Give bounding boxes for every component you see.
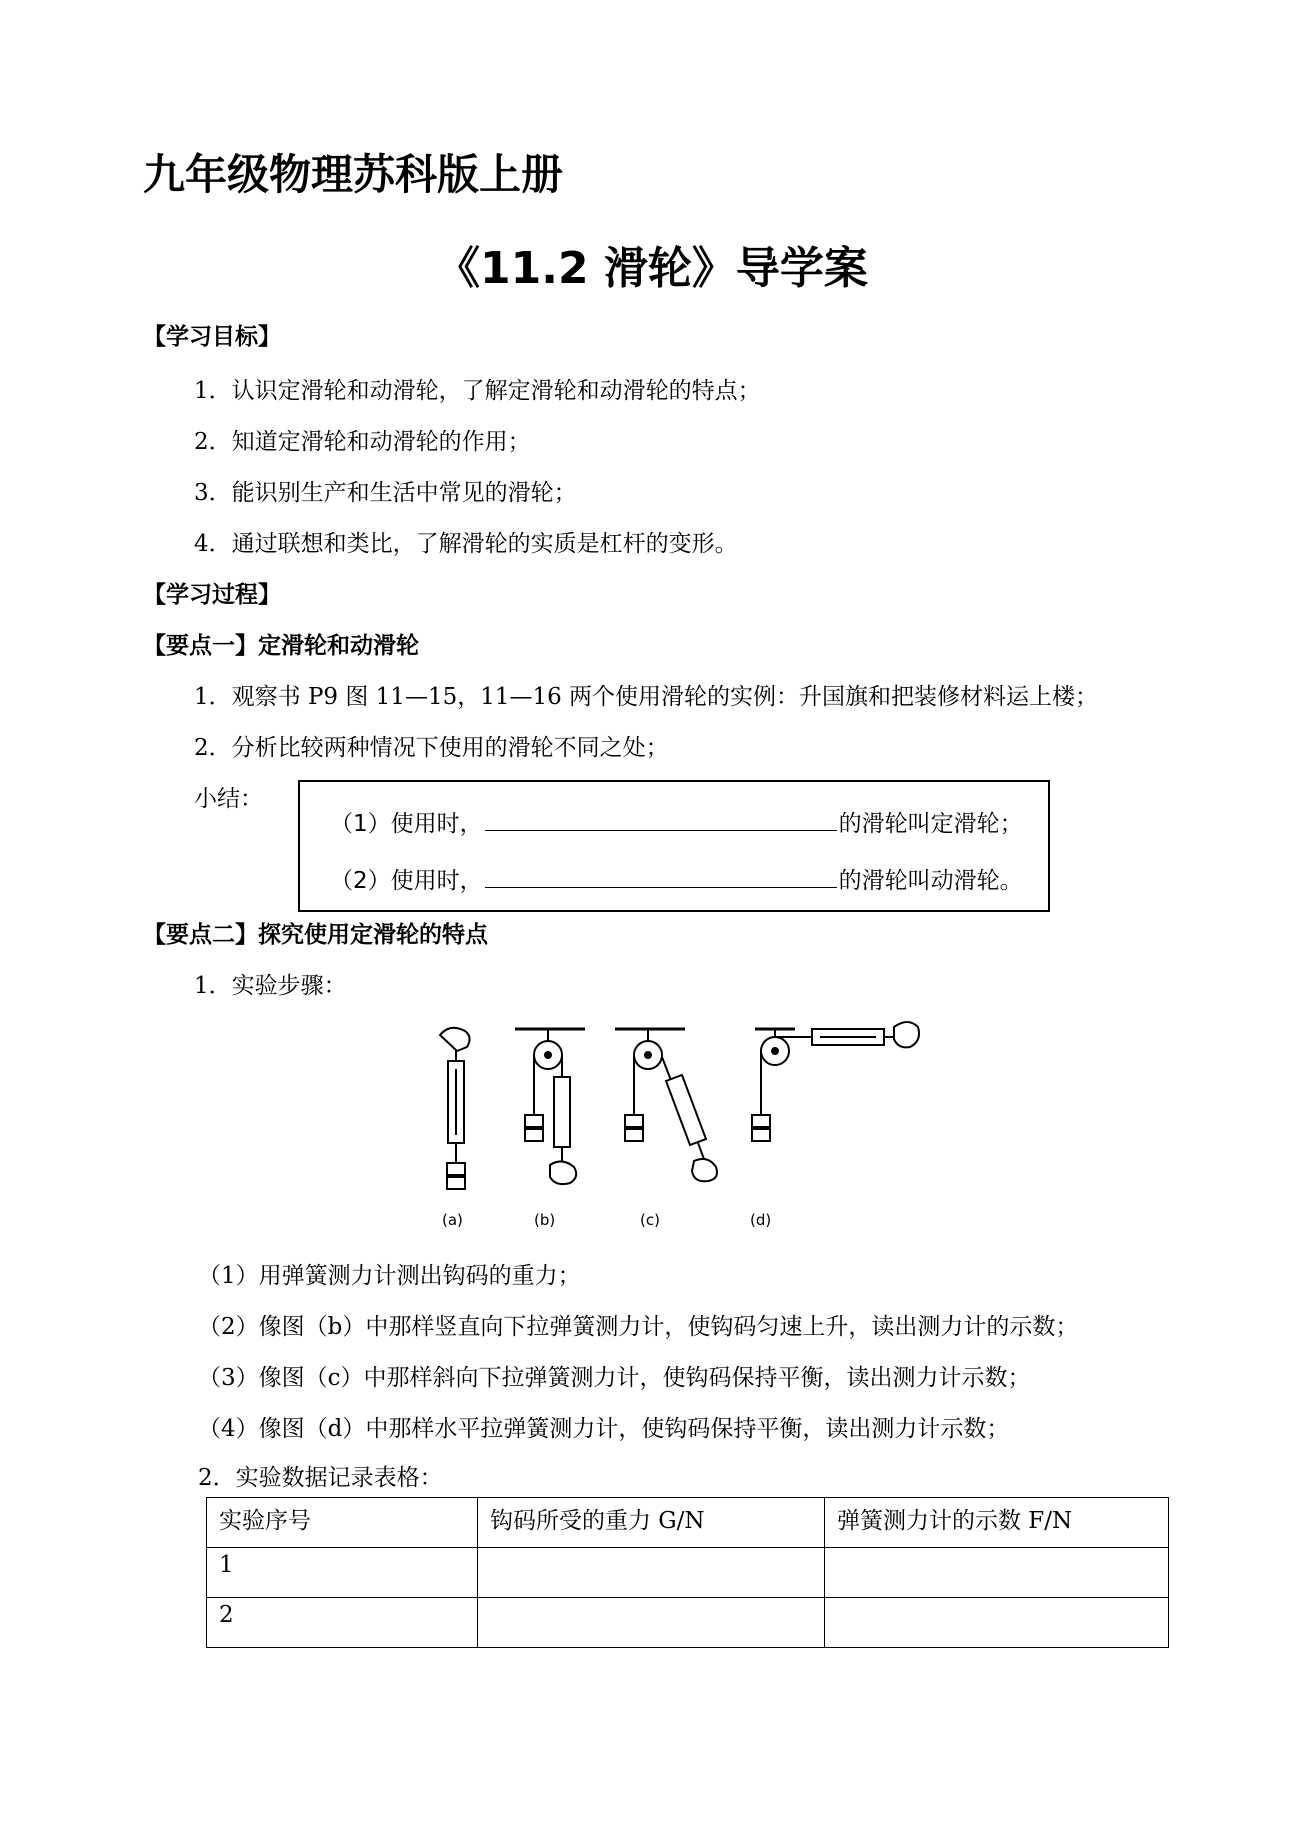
table-cell: 2 [207,1598,478,1648]
summary-suffix: 的滑轮叫动滑轮。 [838,868,1023,894]
summary-line-2 [330,862,1023,895]
summary-suffix: 的滑轮叫定滑轮； [838,811,1023,837]
table-cell: 1 [207,1548,478,1598]
figure-label-a: (a) [442,1211,463,1229]
figure-a [440,1028,470,1189]
figure-c [615,1029,717,1181]
goal-item: 2．知道定滑轮和动滑轮的作用； [194,429,531,455]
table-label: 2．实验数据记录表格： [198,1465,443,1491]
step-item: （3）像图（c）中那样斜向下拉弹簧测力计，使钩码保持平衡，读出测力计示数； [198,1365,1031,1391]
table-header: 钩码所受的重力 G/N [478,1498,825,1548]
step-item: （1）用弹簧测力计测出钩码的重力； [198,1263,581,1289]
data-table [206,1497,1169,1648]
step-item: （4）像图（d）中那样水平拉弹簧测力计，使钩码保持平衡，读出测力计示数； [198,1416,1010,1442]
summary-label: 小结： [194,786,263,812]
point2-heading: 【要点二】探究使用定滑轮的特点 [143,922,488,948]
goals-heading: 【学习目标】 [143,324,281,350]
fill-blank[interactable] [485,808,837,831]
figure-d [752,1022,919,1141]
summary-line-1 [330,805,1023,838]
table-row [207,1548,1169,1598]
table-header-row [207,1498,1169,1548]
document-subtitle: 《11.2 滑轮》导学案 [436,243,868,294]
figure-label-d: (d) [750,1211,772,1229]
figure-label-c: (c) [640,1211,660,1229]
point1-item: 1．观察书 P9 图 11—15，11—16 两个使用滑轮的实例：升国旗和把装修材料运上楼； [194,684,1099,710]
step-item: （2）像图（b）中那样竖直向下拉弹簧测力计，使钩码匀速上升，读出测力计的示数； [198,1314,1079,1340]
table-row [207,1598,1169,1648]
pulley-experiment-figure [420,1015,920,1235]
goal-item: 4．通过联想和类比，了解滑轮的实质是杠杆的变形。 [194,531,738,557]
table-header: 实验序号 [207,1498,478,1548]
figure-b [515,1029,585,1184]
figure-label-b: (b) [534,1211,556,1229]
fill-blank[interactable] [485,865,837,888]
table-cell[interactable] [825,1598,1169,1648]
table-cell[interactable] [478,1598,825,1648]
table-cell[interactable] [478,1548,825,1598]
process-heading: 【学习过程】 [143,582,281,608]
point1-heading: 【要点一】定滑轮和动滑轮 [143,633,419,659]
document-title: 九年级物理苏科版上册 [143,150,564,199]
step-label: 1．实验步骤： [194,973,347,999]
summary-prefix: （1）使用时， [330,811,483,837]
goal-item: 1．认识定滑轮和动滑轮，了解定滑轮和动滑轮的特点； [194,378,761,404]
table-header: 弹簧测力计的示数 F/N [825,1498,1169,1548]
summary-prefix: （2）使用时， [330,868,483,894]
point1-item: 2．分析比较两种情况下使用的滑轮不同之处； [194,735,669,761]
goal-item: 3．能识别生产和生活中常见的滑轮； [194,480,577,506]
table-cell[interactable] [825,1548,1169,1598]
